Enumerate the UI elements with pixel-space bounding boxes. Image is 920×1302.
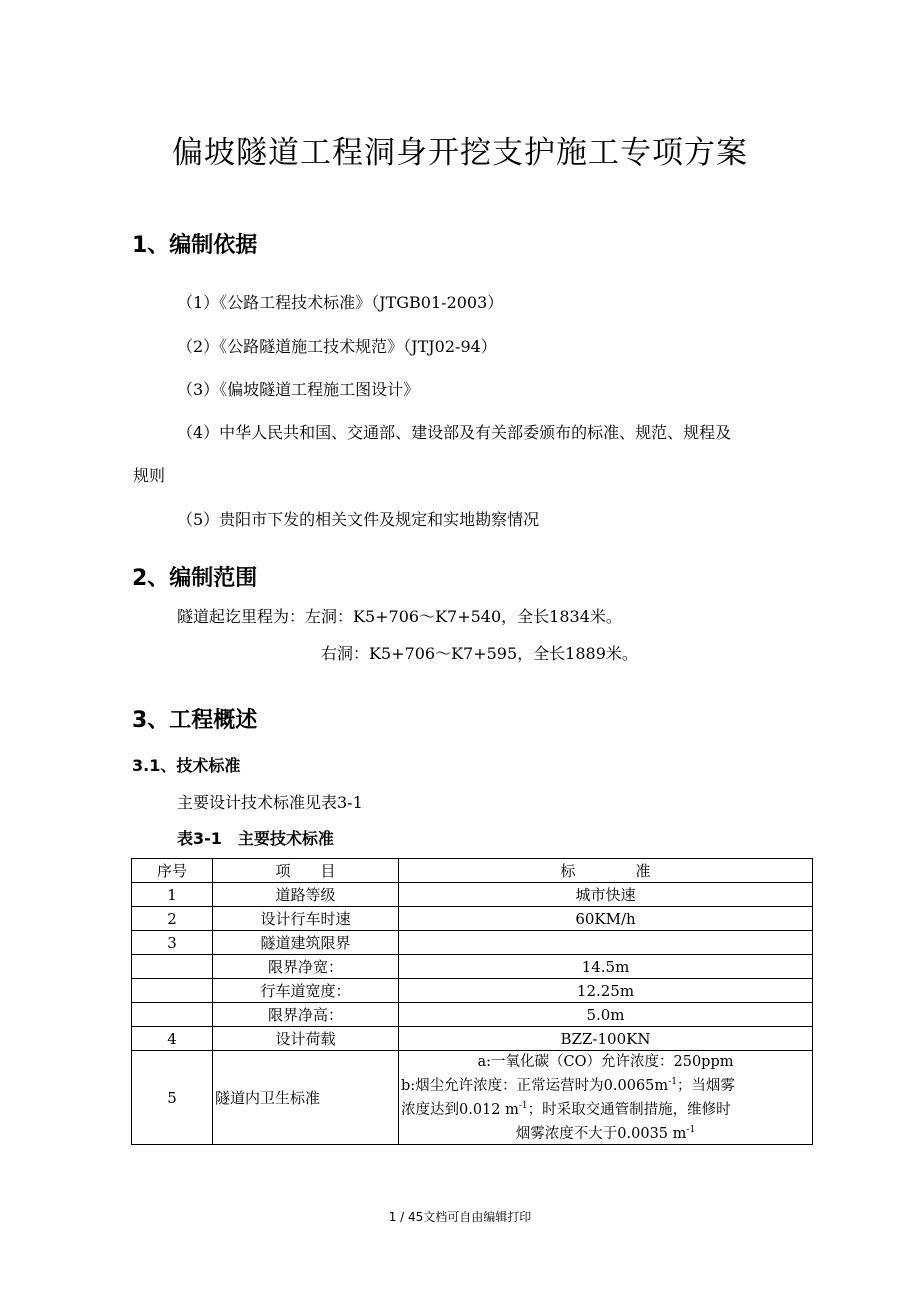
cell-standard: BZZ-100KN xyxy=(399,1027,813,1051)
table-row xyxy=(132,1051,813,1145)
cell-item: 道路等级 xyxy=(213,883,399,907)
range-left-tunnel: 隧道起讫里程为：左洞：K5+706～K7+540，全长1834米。 xyxy=(177,607,622,626)
cell-item: 设计荷载 xyxy=(213,1027,399,1051)
range-right-tunnel: 右洞：K5+706～K7+595，全长1889米。 xyxy=(321,644,638,663)
exponent: -1 xyxy=(518,1100,528,1111)
table-row xyxy=(132,907,813,931)
table-header-row xyxy=(132,859,813,883)
cell-standard: 60KM/h xyxy=(399,907,813,931)
cell-item: 限界净宽： xyxy=(213,955,399,979)
basis-item-4: （4）中华人民共和国、交通部、建设部及有关部委颁布的标准、规范、规程及 xyxy=(177,423,732,442)
header-cell: 序号 xyxy=(132,859,213,883)
basis-item-4-cont: 规则 xyxy=(133,466,166,485)
table-row xyxy=(132,955,813,979)
page-footer: 1 / 45文档可自由编辑打印 xyxy=(388,1210,532,1224)
table-row xyxy=(132,1003,813,1027)
cell-item: 限界净高： xyxy=(213,1003,399,1027)
co-limit-line: a:一氧化碳（CO）允许浓度：250ppm xyxy=(477,1054,734,1070)
maintenance-limit-text: 烟雾浓度不大于0.0035 m xyxy=(515,1125,687,1142)
exponent: -1 xyxy=(686,1124,696,1135)
smoke-limit-text: b:烟尘允许浓度：正常运营时为0.0065m xyxy=(401,1077,669,1094)
smoke-limit-line xyxy=(401,1072,810,1096)
control-measure-text: 浓度达到0.012 m xyxy=(401,1101,519,1118)
basis-item-1: （1）《公路工程技术标准》（JTGB01-2003） xyxy=(177,293,504,312)
cell-num: 2 xyxy=(132,907,213,931)
smoke-limit-text-2: ；当烟雾 xyxy=(676,1077,735,1094)
exponent: -1 xyxy=(668,1077,677,1087)
section-1-heading: 1、编制依据 xyxy=(132,233,258,258)
section-2-heading: 2、编制范围 xyxy=(132,566,258,591)
cell-num xyxy=(132,1003,213,1027)
table-row xyxy=(132,931,813,955)
cell-num: 3 xyxy=(132,931,213,955)
section-3-1-heading: 3.1、技术标准 xyxy=(132,756,241,775)
cell-num xyxy=(132,955,213,979)
cell-standard: 14.5m xyxy=(399,955,813,979)
cell-standard: 5.0m xyxy=(399,1003,813,1027)
basis-item-5: （5）贵阳市下发的相关文件及规定和实地勘察情况 xyxy=(177,510,540,529)
table-caption: 表3-1 主要技术标准 xyxy=(177,829,334,848)
header-cell: 标 准 xyxy=(399,859,813,883)
table-row xyxy=(132,979,813,1003)
cell-item: 隧道内卫生标准 xyxy=(213,1051,399,1145)
table-intro: 主要设计技术标准见表3-1 xyxy=(177,793,363,812)
control-measure-line xyxy=(401,1096,810,1120)
cell-item: 行车道宽度： xyxy=(213,979,399,1003)
cell-standard: 城市快速 xyxy=(399,883,813,907)
cell-item: 隧道建筑限界 xyxy=(213,931,399,955)
section-3-heading: 3、工程概述 xyxy=(132,708,258,733)
table-row xyxy=(132,1027,813,1051)
basis-item-2: （2）《公路隧道施工技术规范》（JTJ02-94） xyxy=(177,337,497,356)
table-row xyxy=(132,883,813,907)
cell-standard-multiline xyxy=(399,1051,813,1145)
cell-standard: 12.25m xyxy=(399,979,813,1003)
basis-item-3: （3）《偏坡隧道工程施工图设计》 xyxy=(177,380,420,399)
technical-standards-table xyxy=(131,858,813,1145)
cell-num: 5 xyxy=(132,1051,213,1145)
cell-item: 设计行车时速 xyxy=(213,907,399,931)
cell-standard xyxy=(399,931,813,955)
maintenance-limit-line xyxy=(401,1120,810,1144)
control-measure-text-2: ；时采取交通管制措施，维修时 xyxy=(527,1101,731,1118)
cell-num xyxy=(132,979,213,1003)
cell-num: 1 xyxy=(132,883,213,907)
document-title: 偏坡隧道工程洞身开挖支护施工专项方案 xyxy=(172,135,748,171)
cell-num: 4 xyxy=(132,1027,213,1051)
header-cell: 项 目 xyxy=(213,859,399,883)
